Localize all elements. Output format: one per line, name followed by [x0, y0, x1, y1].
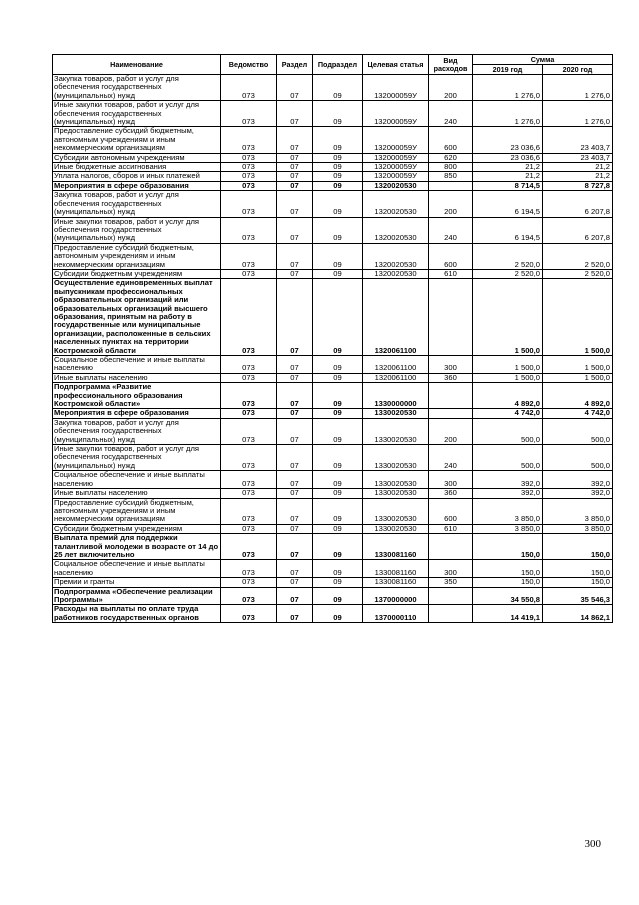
- row-value-2019: 6 194,5: [473, 217, 543, 243]
- row-value-2020: 14 862,1: [543, 605, 613, 623]
- row-subsection: 09: [313, 101, 363, 127]
- row-value-2019: 23 036,6: [473, 153, 543, 162]
- page-number: 300: [584, 838, 601, 850]
- row-subsection: 09: [313, 356, 363, 374]
- row-value-2019: 4 742,0: [473, 409, 543, 418]
- row-value-2019: 1 500,0: [473, 279, 543, 356]
- row-value-2020: 150,0: [543, 578, 613, 587]
- row-section: 07: [277, 101, 313, 127]
- row-section: 07: [277, 163, 313, 172]
- table-row: [53, 217, 613, 243]
- row-type: 300: [429, 356, 473, 374]
- row-subsection: 09: [313, 524, 363, 533]
- table-row: [53, 560, 613, 578]
- row-section: 07: [277, 534, 313, 560]
- header-type: Вид расходов: [429, 55, 473, 75]
- row-value-2019: 3 850,0: [473, 524, 543, 533]
- row-target: 1320020530: [363, 181, 429, 190]
- row-section: 07: [277, 489, 313, 498]
- row-value-2020: 8 727,8: [543, 181, 613, 190]
- row-target: 132000059У: [363, 163, 429, 172]
- row-type: [429, 181, 473, 190]
- row-dept: 073: [221, 445, 277, 471]
- row-name: Расходы на выплаты по оплате труда работников государственных органов: [53, 605, 221, 623]
- row-value-2019: 6 194,5: [473, 191, 543, 217]
- row-type: 360: [429, 489, 473, 498]
- row-target: 132000059У: [363, 101, 429, 127]
- row-dept: 073: [221, 587, 277, 605]
- row-target: 1370000000: [363, 587, 429, 605]
- row-section: 07: [277, 383, 313, 409]
- row-subsection: 09: [313, 498, 363, 524]
- row-value-2019: 150,0: [473, 578, 543, 587]
- header-section: Раздел: [277, 55, 313, 75]
- row-value-2019: 500,0: [473, 418, 543, 444]
- row-type: 620: [429, 153, 473, 162]
- row-subsection: 09: [313, 279, 363, 356]
- row-value-2020: 23 403,7: [543, 127, 613, 153]
- row-subsection: 09: [313, 269, 363, 278]
- row-value-2020: 150,0: [543, 534, 613, 560]
- table-row: [53, 409, 613, 418]
- row-dept: 073: [221, 560, 277, 578]
- row-name: Иные выплаты населению: [53, 373, 221, 382]
- budget-table: [52, 54, 613, 623]
- row-type: 600: [429, 127, 473, 153]
- row-section: 07: [277, 605, 313, 623]
- row-type: [429, 409, 473, 418]
- row-section: 07: [277, 127, 313, 153]
- row-dept: 073: [221, 217, 277, 243]
- row-target: 1330020530: [363, 445, 429, 471]
- row-section: 07: [277, 172, 313, 181]
- row-subsection: 09: [313, 578, 363, 587]
- row-dept: 073: [221, 605, 277, 623]
- row-name: Выплата премий для поддержки талантливой молодежи в возрасте от 14 до 25 лет включительно: [53, 534, 221, 560]
- row-subsection: 09: [313, 587, 363, 605]
- row-target: 1330081160: [363, 578, 429, 587]
- table-row: [53, 181, 613, 190]
- row-dept: 073: [221, 409, 277, 418]
- row-type: 360: [429, 373, 473, 382]
- row-value-2020: 500,0: [543, 418, 613, 444]
- row-target: 1330020530: [363, 418, 429, 444]
- row-subsection: 09: [313, 217, 363, 243]
- row-target: 1320020530: [363, 191, 429, 217]
- row-type: [429, 383, 473, 409]
- row-name: Социальное обеспечение и иные выплаты населению: [53, 356, 221, 374]
- header-sum: Сумма: [473, 55, 613, 65]
- row-dept: 073: [221, 356, 277, 374]
- row-value-2019: 23 036,6: [473, 127, 543, 153]
- row-value-2019: 150,0: [473, 534, 543, 560]
- row-section: 07: [277, 279, 313, 356]
- row-type: 800: [429, 163, 473, 172]
- row-name: Подпрограмма «Развитие профессионального образования Костромской области»: [53, 383, 221, 409]
- row-name: Мероприятия в сфере образования: [53, 181, 221, 190]
- row-type: [429, 534, 473, 560]
- row-dept: 073: [221, 373, 277, 382]
- row-target: 1320061100: [363, 356, 429, 374]
- row-name: Иные бюджетные ассигнования: [53, 163, 221, 172]
- row-value-2020: 21,2: [543, 172, 613, 181]
- row-name: Уплата налогов, сборов и иных платежей: [53, 172, 221, 181]
- row-target: 1370000110: [363, 605, 429, 623]
- row-name: Иные закупки товаров, работ и услуг для обеспечения государственных (муниципальных) нужд: [53, 101, 221, 127]
- row-value-2019: 2 520,0: [473, 243, 543, 269]
- row-subsection: 09: [313, 181, 363, 190]
- row-section: 07: [277, 191, 313, 217]
- row-section: 07: [277, 373, 313, 382]
- table-row: [53, 269, 613, 278]
- row-value-2019: 4 892,0: [473, 383, 543, 409]
- header-subsection: Подраздел: [313, 55, 363, 75]
- row-section: 07: [277, 498, 313, 524]
- row-dept: 073: [221, 172, 277, 181]
- row-dept: 073: [221, 418, 277, 444]
- row-name: Осуществление единовременных выплат выпускникам профессиональных образовательных организаций или образовательных организаций высшего образования, принятым на работу в государственные или муниципальные организации, расположенные в сельских населенных пунктах на территории Костромской области: [53, 279, 221, 356]
- row-dept: 073: [221, 181, 277, 190]
- row-subsection: 09: [313, 127, 363, 153]
- table-row: [53, 445, 613, 471]
- table-row: [53, 172, 613, 181]
- row-section: 07: [277, 243, 313, 269]
- row-type: 240: [429, 445, 473, 471]
- table-row: [53, 153, 613, 162]
- row-name: Подпрограмма «Обеспечение реализации Программы»: [53, 587, 221, 605]
- row-subsection: 09: [313, 445, 363, 471]
- row-target: 132000059У: [363, 127, 429, 153]
- row-type: 240: [429, 217, 473, 243]
- row-type: 850: [429, 172, 473, 181]
- row-subsection: 09: [313, 172, 363, 181]
- row-subsection: 09: [313, 418, 363, 444]
- row-value-2020: 23 403,7: [543, 153, 613, 162]
- row-value-2020: 4 892,0: [543, 383, 613, 409]
- table-row: [53, 356, 613, 374]
- row-dept: 073: [221, 383, 277, 409]
- row-value-2020: 392,0: [543, 489, 613, 498]
- row-type: 240: [429, 101, 473, 127]
- row-type: [429, 279, 473, 356]
- row-target: 132000059У: [363, 75, 429, 101]
- row-target: 1330020530: [363, 409, 429, 418]
- row-dept: 073: [221, 269, 277, 278]
- row-section: 07: [277, 471, 313, 489]
- row-subsection: 09: [313, 471, 363, 489]
- row-section: 07: [277, 153, 313, 162]
- row-value-2019: 21,2: [473, 172, 543, 181]
- row-subsection: 09: [313, 560, 363, 578]
- row-dept: 073: [221, 101, 277, 127]
- row-subsection: 09: [313, 534, 363, 560]
- table-row: [53, 605, 613, 623]
- table-row: [53, 534, 613, 560]
- row-value-2020: 1 276,0: [543, 101, 613, 127]
- row-name: Субсидии бюджетным учреждениям: [53, 269, 221, 278]
- row-type: 610: [429, 524, 473, 533]
- row-target: 1320061100: [363, 279, 429, 356]
- row-section: 07: [277, 181, 313, 190]
- row-name: Предоставление субсидий бюджетным, автономным учреждениям и иным некоммерческим организациям: [53, 498, 221, 524]
- row-name: Субсидии бюджетным учреждениям: [53, 524, 221, 533]
- row-section: 07: [277, 217, 313, 243]
- row-value-2019: 21,2: [473, 163, 543, 172]
- row-subsection: 09: [313, 243, 363, 269]
- row-name: Иные выплаты населению: [53, 489, 221, 498]
- row-name: Закупка товаров, работ и услуг для обеспечения государственных (муниципальных) нужд: [53, 418, 221, 444]
- row-section: 07: [277, 578, 313, 587]
- row-value-2020: 2 520,0: [543, 243, 613, 269]
- row-section: 07: [277, 445, 313, 471]
- row-value-2020: 1 500,0: [543, 279, 613, 356]
- row-target: 1320020530: [363, 217, 429, 243]
- row-value-2019: 1 500,0: [473, 356, 543, 374]
- row-type: 300: [429, 471, 473, 489]
- row-subsection: 09: [313, 383, 363, 409]
- row-value-2020: 3 850,0: [543, 498, 613, 524]
- row-value-2019: 1 276,0: [473, 101, 543, 127]
- row-subsection: 09: [313, 409, 363, 418]
- row-value-2020: 150,0: [543, 560, 613, 578]
- table-row: [53, 163, 613, 172]
- row-value-2020: 35 546,3: [543, 587, 613, 605]
- row-name: Социальное обеспечение и иные выплаты населению: [53, 560, 221, 578]
- row-target: 1330020530: [363, 471, 429, 489]
- row-name: Премии и гранты: [53, 578, 221, 587]
- row-value-2020: 1 276,0: [543, 75, 613, 101]
- row-type: 600: [429, 243, 473, 269]
- row-section: 07: [277, 409, 313, 418]
- row-dept: 073: [221, 163, 277, 172]
- row-value-2020: 21,2: [543, 163, 613, 172]
- row-value-2019: 1 500,0: [473, 373, 543, 382]
- table-row: [53, 489, 613, 498]
- table-row: [53, 587, 613, 605]
- row-type: [429, 605, 473, 623]
- header-dept: Ведомство: [221, 55, 277, 75]
- row-value-2019: 14 419,1: [473, 605, 543, 623]
- table-row: [53, 498, 613, 524]
- row-subsection: 09: [313, 153, 363, 162]
- row-target: 1320061100: [363, 373, 429, 382]
- row-type: 200: [429, 191, 473, 217]
- row-name: Предоставление субсидий бюджетным, автономным учреждениям и иным некоммерческим организациям: [53, 243, 221, 269]
- row-dept: 073: [221, 243, 277, 269]
- row-subsection: 09: [313, 373, 363, 382]
- table-row: [53, 383, 613, 409]
- row-dept: 073: [221, 524, 277, 533]
- row-type: 350: [429, 578, 473, 587]
- header-name: Наименование: [53, 55, 221, 75]
- row-name: Закупка товаров, работ и услуг для обеспечения государственных (муниципальных) нужд: [53, 75, 221, 101]
- row-value-2019: 8 714,5: [473, 181, 543, 190]
- row-name: Мероприятия в сфере образования: [53, 409, 221, 418]
- table-row: [53, 373, 613, 382]
- row-dept: 073: [221, 498, 277, 524]
- row-target: 1320020530: [363, 243, 429, 269]
- table-row: [53, 524, 613, 533]
- header-2019: 2019 год: [473, 65, 543, 75]
- row-dept: 073: [221, 153, 277, 162]
- row-value-2019: 34 550,8: [473, 587, 543, 605]
- header-target: Целевая статья: [363, 55, 429, 75]
- row-name: Закупка товаров, работ и услуг для обеспечения государственных (муниципальных) нужд: [53, 191, 221, 217]
- row-target: 1330020530: [363, 498, 429, 524]
- row-target: 132000059У: [363, 172, 429, 181]
- table-row: [53, 243, 613, 269]
- row-target: 1330020530: [363, 489, 429, 498]
- row-dept: 073: [221, 534, 277, 560]
- row-value-2020: 6 207,8: [543, 191, 613, 217]
- row-value-2019: 2 520,0: [473, 269, 543, 278]
- row-dept: 073: [221, 578, 277, 587]
- row-dept: 073: [221, 471, 277, 489]
- row-value-2019: 3 850,0: [473, 498, 543, 524]
- row-value-2020: 1 500,0: [543, 356, 613, 374]
- row-type: 200: [429, 75, 473, 101]
- row-type: 610: [429, 269, 473, 278]
- row-subsection: 09: [313, 489, 363, 498]
- table-row: [53, 279, 613, 356]
- row-subsection: 09: [313, 605, 363, 623]
- row-type: 300: [429, 560, 473, 578]
- table-body: [53, 75, 613, 623]
- budget-table-sheet: [52, 54, 612, 623]
- row-section: 07: [277, 560, 313, 578]
- row-target: 1330081160: [363, 560, 429, 578]
- row-name: Субсидии автономным учреждениям: [53, 153, 221, 162]
- row-dept: 073: [221, 191, 277, 217]
- row-section: 07: [277, 356, 313, 374]
- row-target: 1330020530: [363, 524, 429, 533]
- row-value-2019: 392,0: [473, 489, 543, 498]
- row-type: [429, 587, 473, 605]
- row-value-2020: 4 742,0: [543, 409, 613, 418]
- row-target: 1330081160: [363, 534, 429, 560]
- row-value-2020: 1 500,0: [543, 373, 613, 382]
- row-type: 600: [429, 498, 473, 524]
- row-dept: 073: [221, 75, 277, 101]
- row-target: 1320020530: [363, 269, 429, 278]
- row-section: 07: [277, 587, 313, 605]
- table-row: [53, 101, 613, 127]
- row-value-2019: 150,0: [473, 560, 543, 578]
- row-name: Предоставление субсидий бюджетным, автономным учреждениям и иным некоммерческим организациям: [53, 127, 221, 153]
- row-value-2020: 2 520,0: [543, 269, 613, 278]
- table-row: [53, 75, 613, 101]
- row-dept: 073: [221, 127, 277, 153]
- table-row: [53, 191, 613, 217]
- table-row: [53, 578, 613, 587]
- row-value-2019: 1 276,0: [473, 75, 543, 101]
- table-row: [53, 471, 613, 489]
- row-subsection: 09: [313, 75, 363, 101]
- table-row: [53, 418, 613, 444]
- row-value-2020: 500,0: [543, 445, 613, 471]
- row-name: Иные закупки товаров, работ и услуг для обеспечения государственных (муниципальных) нужд: [53, 445, 221, 471]
- row-target: 1330000000: [363, 383, 429, 409]
- row-section: 07: [277, 524, 313, 533]
- row-target: 132000059У: [363, 153, 429, 162]
- row-section: 07: [277, 418, 313, 444]
- row-value-2019: 392,0: [473, 471, 543, 489]
- header-2020: 2020 год: [543, 65, 613, 75]
- row-subsection: 09: [313, 163, 363, 172]
- row-name: Социальное обеспечение и иные выплаты населению: [53, 471, 221, 489]
- table-row: [53, 127, 613, 153]
- row-value-2020: 392,0: [543, 471, 613, 489]
- row-subsection: 09: [313, 191, 363, 217]
- row-section: 07: [277, 269, 313, 278]
- row-value-2019: 500,0: [473, 445, 543, 471]
- row-dept: 073: [221, 279, 277, 356]
- row-type: 200: [429, 418, 473, 444]
- row-name: Иные закупки товаров, работ и услуг для обеспечения государственных (муниципальных) нужд: [53, 217, 221, 243]
- row-dept: 073: [221, 489, 277, 498]
- row-value-2020: 3 850,0: [543, 524, 613, 533]
- row-value-2020: 6 207,8: [543, 217, 613, 243]
- row-section: 07: [277, 75, 313, 101]
